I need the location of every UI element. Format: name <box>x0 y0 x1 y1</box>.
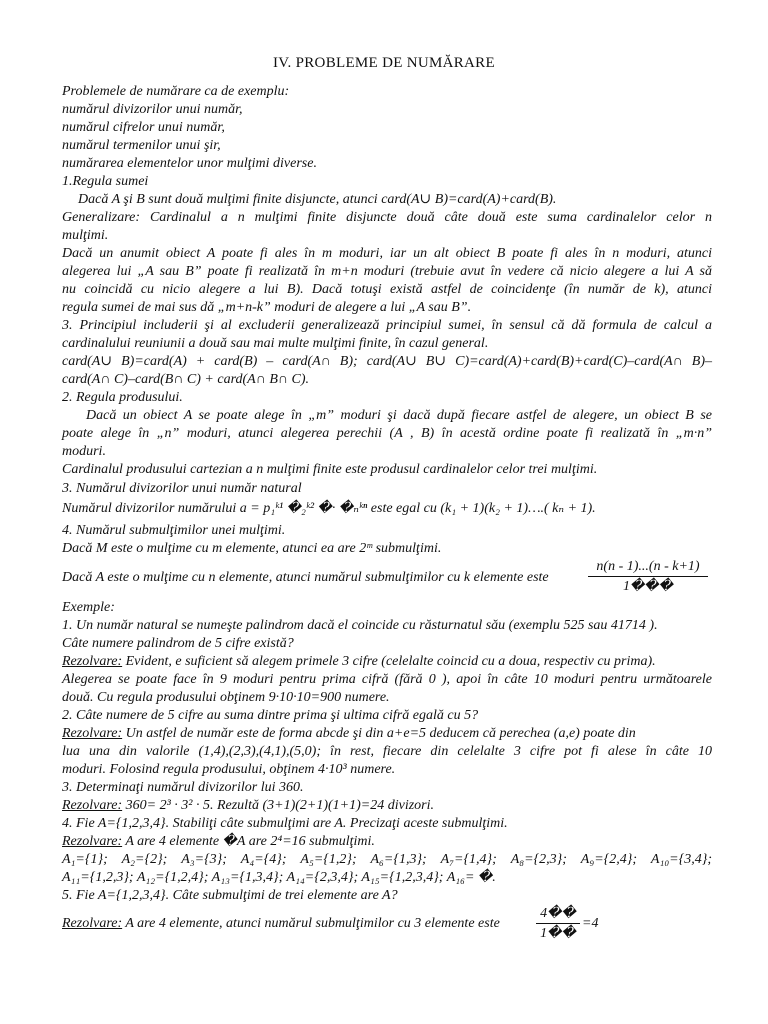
text-line: două. Cu regula produsului obţinem 9·10·10=900 numere. <box>62 690 390 705</box>
text-line: 3. Principiul includerii şi al excluderii generalizează principiul sumei, în sensul că dă formula de calcul a <box>62 318 712 333</box>
text-line: Câte numere palindrom de 5 cifre există? <box>62 636 294 651</box>
text-line: 4. Fie A={1,2,3,4}. Stabiliţi câte submulţimi are A. Precizaţi aceste submulţimi. <box>62 816 508 831</box>
text-line: moduri. Folosind regula produsului, obţinem 4·10³ numere. <box>62 762 396 777</box>
text-line: Rezolvare: Un astfel de număr este de forma abcde şi din a+e=5 deducem că perechea (a,e) poate din <box>62 726 636 741</box>
text-line: alegerea lui „A sau B” poate fi realizată în m+n moduri (trebuie avut în vedere că nicio alegere a lui A să <box>62 264 712 279</box>
text-line: Generalizare: Cardinalul a n mulţimi finite disjuncte două câte două este suma cardinalelor celor n <box>62 210 712 225</box>
text-line: moduri. <box>62 444 106 459</box>
section-heading: 3. Numărul divizorilor unui număr natural <box>62 481 302 496</box>
text-line: Dacă A este o mulţime cu n elemente, atunci numărul submulţimilor cu k elemente este <box>62 570 549 585</box>
rezolvare-label: Rezolvare: <box>62 654 123 669</box>
rezolvare-label: Rezolvare: <box>62 726 123 741</box>
formula-line: Numărul divizorilor numărului a = p₁ᵏ¹ �₂ᵏ² �· �ₙᵏⁿ este egal cu (k₁ + 1)(k₂ + 1)….( kₙ + 1). <box>62 501 596 516</box>
text-line: Problemele de numărare ca de exemplu: <box>62 84 290 99</box>
document-title: IV. PROBLEME DE NUMĂRARE <box>273 55 495 71</box>
fraction-numerator: 4�� <box>536 905 580 924</box>
text-line: Dacă un obiect A se poate alege în „m” moduri şi dacă după fiecare astfel de alegere, un obiect B se <box>86 408 712 423</box>
text-line: Rezolvare: A are 4 elemente �A are 2⁴=16 submulţimi. <box>62 834 375 849</box>
text-line: numărul termenilor unui şir, <box>62 138 221 153</box>
text-line: A₁={1}; A₂={2}; A₃={3}; A₄={4}; A₅={1,2}; A₆={1,3}; A₇={1,4}; A₈={2,3}; A₉={2,4}; A₁₀={3,4}; <box>62 852 712 867</box>
text-line: 5. Fie A={1,2,3,4}. Câte submulţimi de trei elemente are A? <box>62 888 398 903</box>
text-line: 1. Un număr natural se numeşte palindrom dacă el coincide cu răsturnatul său (exemplu 525 sau 41714 ). <box>62 618 658 633</box>
section-heading: 4. Numărul submulţimilor unei mulţimi. <box>62 523 286 538</box>
formula-line: card(A∩ C)–card(B∩ C) + card(A∩ B∩ C). <box>62 372 310 387</box>
text-line: mulţimi. <box>62 228 109 243</box>
text-line: nu coincidă cu nicio alegere a lui B). Dacă totuşi există astfel de coincidenţe (în număr de k), atunci <box>62 282 712 297</box>
text-line: 2. Câte numere de 5 cifre au suma dintre prima şi ultima cifră egală cu 5? <box>62 708 479 723</box>
text-line: numărul cifrelor unui număr, <box>62 120 225 135</box>
fraction-denominator: 1��� <box>622 579 674 594</box>
fraction-denominator: 1�� <box>540 926 576 941</box>
section-heading: Exemple: <box>62 600 115 615</box>
text-line: numărul divizorilor unui număr, <box>62 102 243 117</box>
text-line: A₁₁={1,2,3}; A₁₂={1,2,4}; A₁₃={1,3,4}; A₁₄={2,3,4}; A₁₅={1,2,3,4}; A₁₆= �. <box>62 870 496 885</box>
text-line: Dacă A şi B sunt două mulţimi finite disjuncte, atunci card(A∪ B)=card(A)+card(B). <box>78 192 557 207</box>
text-line: cardinalului reuniunii a două sau mai multe mulţimi finite, în cazul general. <box>62 336 489 351</box>
text-line: Dacă M este o mulţime cu m elemente, atunci ea are 2ᵐ submulţimi. <box>62 541 442 556</box>
section-heading: 2. Regula produsului. <box>62 390 183 405</box>
fraction-numerator: n(n - 1)...(n - k+1) <box>588 559 708 577</box>
text-line: numărarea elementelor unor mulţimi diverse. <box>62 156 317 171</box>
rezolvare-label: Rezolvare: <box>62 834 123 849</box>
rezolvare-label: Rezolvare: <box>62 798 123 813</box>
combinations-fraction <box>536 905 580 942</box>
text-line: Rezolvare: Evident, e suficient să alegem primele 3 cifre (celelalte coincid cu a doua, respectiv cu prima). <box>62 654 656 669</box>
rezolvare-label: Rezolvare: <box>62 916 123 931</box>
text-line: Rezolvare: 360= 2³ · 3² · 5. Rezultă (3+1)(2+1)(1+1)=24 divizori. <box>62 798 435 813</box>
text-line: poate alege în „n” moduri, atunci alegerea perechii (A , B) în acestă ordine poate fi realizată în „m·n” <box>62 426 712 441</box>
section-heading: 1.Regula sumei <box>62 174 149 189</box>
text-line: 3. Determinaţi numărul divizorilor lui 360. <box>62 780 304 795</box>
text-line: Rezolvare: A are 4 elemente, atunci numărul submulţimilor cu 3 elemente este <box>62 916 500 931</box>
formula-line: card(A∪ B)=card(A) + card(B) – card(A∩ B); card(A∪ B∪ C)=card(A)+card(B)+card(C)–card(A∩ B)– <box>62 354 712 369</box>
text-line: lua una din valorile (1,4),(2,3),(4,1),(5,0); în rest, fiecare din celelalte 3 cifre pot fi alese în câte 10 <box>62 744 712 759</box>
text-line: Alegerea se poate face în 9 moduri pentru prima cifră (fără 0 ), apoi în câte 10 moduri pentru următoarele <box>62 672 712 687</box>
text-line: regula sumei de mai sus dă „m+n-k” moduri de alegere a lui „A sau B”. <box>62 300 472 315</box>
fraction-result: =4 <box>582 916 599 931</box>
text-line: Cardinalul produsului cartezian a n mulţimi finite este produsul cardinalelor celor trei mulţimi. <box>62 462 598 477</box>
text-line: Dacă un anumit obiect A poate fi ales în m moduri, iar un alt obiect B poate fi ales în n moduri, atunci <box>62 246 712 261</box>
combinations-fraction <box>588 559 708 595</box>
